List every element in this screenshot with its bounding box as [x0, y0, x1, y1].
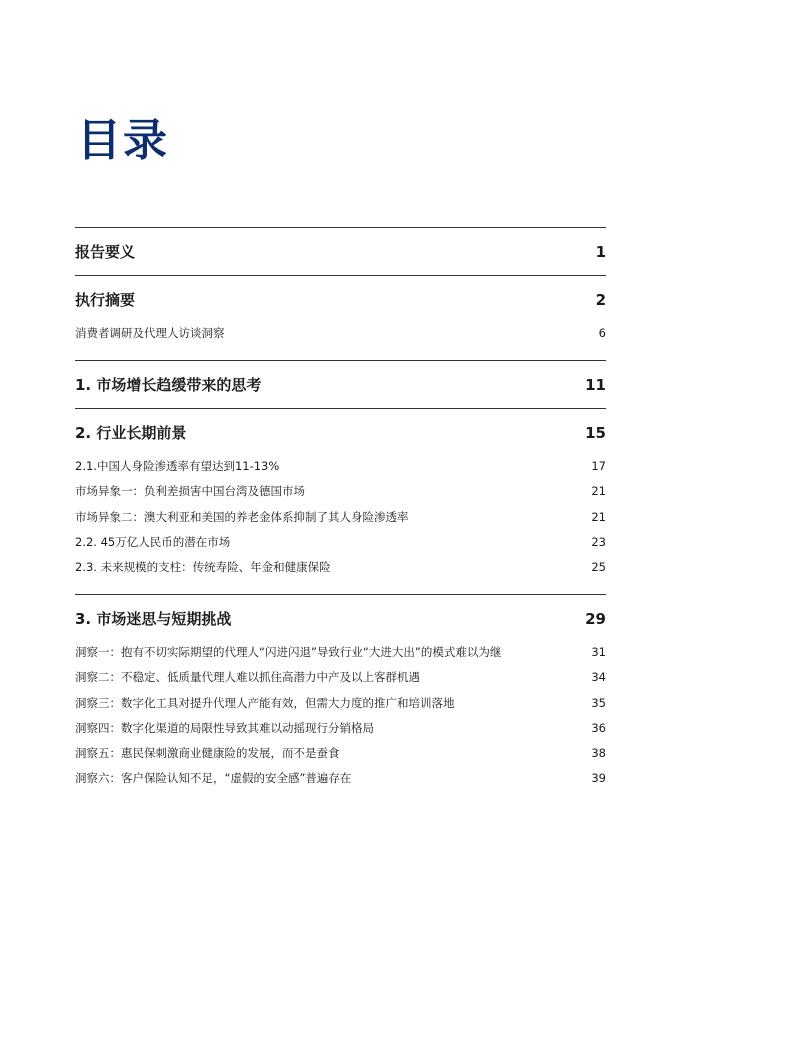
toc-entry-label: 洞察三：数字化工具对提升代理人产能有效，但需大力度的推广和培训落地 [75, 695, 455, 710]
toc-entry-label: 洞察四：数字化渠道的局限性导致其难以动摇现行分销格局 [75, 720, 374, 735]
toc-page-number: 31 [591, 645, 606, 660]
toc-section-heading[interactable] [75, 240, 606, 264]
toc-section-label: 2. 行业长期前景 [75, 424, 187, 443]
toc-entry-label: 洞察二：不稳定、低质量代理人难以抓住高潜力中产及以上客群机遇 [75, 670, 420, 685]
toc-entry[interactable] [75, 694, 606, 719]
toc-entry[interactable] [75, 457, 606, 482]
table-of-contents [75, 227, 606, 805]
toc-entry-label: 市场异象二：澳大利亚和美国的养老金体系抑制了其人身险渗透率 [75, 509, 409, 524]
toc-section-heading[interactable] [75, 421, 606, 445]
toc-entry[interactable] [75, 324, 606, 349]
toc-entry[interactable] [75, 558, 606, 583]
toc-section-label: 执行摘要 [75, 291, 136, 309]
toc-section [75, 360, 606, 408]
toc-page-number: 21 [591, 484, 606, 499]
toc-page-number: 15 [585, 424, 606, 443]
toc-section [75, 408, 606, 594]
toc-entry[interactable] [75, 744, 606, 769]
toc-page-number: 39 [591, 771, 606, 786]
toc-page-number: 23 [591, 534, 606, 549]
toc-page-number: 35 [591, 695, 606, 710]
toc-section-label: 1. 市场增长趋缓带来的思考 [75, 376, 262, 395]
toc-section [75, 275, 606, 360]
toc-page-number: 29 [585, 610, 606, 629]
toc-section-label: 3. 市场迷思与短期挑战 [75, 610, 232, 629]
toc-entry[interactable] [75, 719, 606, 744]
toc-page-number: 38 [591, 745, 606, 760]
toc-page-number: 11 [585, 376, 606, 395]
toc-entry-label: 2.2. 45万亿人民币的潜在市场 [75, 534, 231, 549]
toc-entry[interactable] [75, 508, 606, 533]
toc-entry[interactable] [75, 668, 606, 693]
toc-page-number: 21 [591, 509, 606, 524]
toc-entry-label: 2.1.中国人身险渗透率有望达到11-13% [75, 459, 280, 474]
toc-section-label: 报告要义 [75, 243, 136, 261]
toc-section-heading[interactable] [75, 607, 606, 631]
toc-section-heading[interactable] [75, 288, 606, 312]
toc-entry[interactable] [75, 643, 606, 668]
toc-page-number: 6 [598, 326, 606, 340]
toc-section-heading[interactable] [75, 373, 606, 397]
toc-entry-label: 洞察六：客户保险认知不足，“虚假的安全感”普遍存在 [75, 771, 352, 786]
toc-entry-label: 2.3. 未来规模的支柱：传统寿险、年金和健康保险 [75, 559, 331, 574]
toc-entry-label: 市场异象一：负利差损害中国台湾及德国市场 [75, 484, 305, 499]
toc-page-number: 34 [591, 670, 606, 685]
toc-page-number: 2 [595, 291, 606, 309]
toc-page-number: 25 [591, 559, 606, 574]
toc-entry-label: 洞察一：抱有不切实际期望的代理人“闪进闪退”导致行业“大进大出”的模式难以为继 [75, 645, 502, 660]
toc-page-number: 17 [591, 459, 606, 474]
toc-page-number: 36 [591, 720, 606, 735]
toc-entry-label: 洞察五：惠民保刺激商业健康险的发展，而不是蚕食 [75, 745, 340, 760]
toc-section [75, 227, 606, 275]
toc-section [75, 594, 606, 805]
toc-entry[interactable] [75, 769, 606, 794]
toc-entry[interactable] [75, 482, 606, 507]
toc-page-number: 1 [595, 243, 606, 261]
page-title: 目录 [77, 115, 169, 166]
toc-entry-label: 消费者调研及代理人访谈洞察 [75, 326, 225, 340]
toc-entry[interactable] [75, 533, 606, 558]
